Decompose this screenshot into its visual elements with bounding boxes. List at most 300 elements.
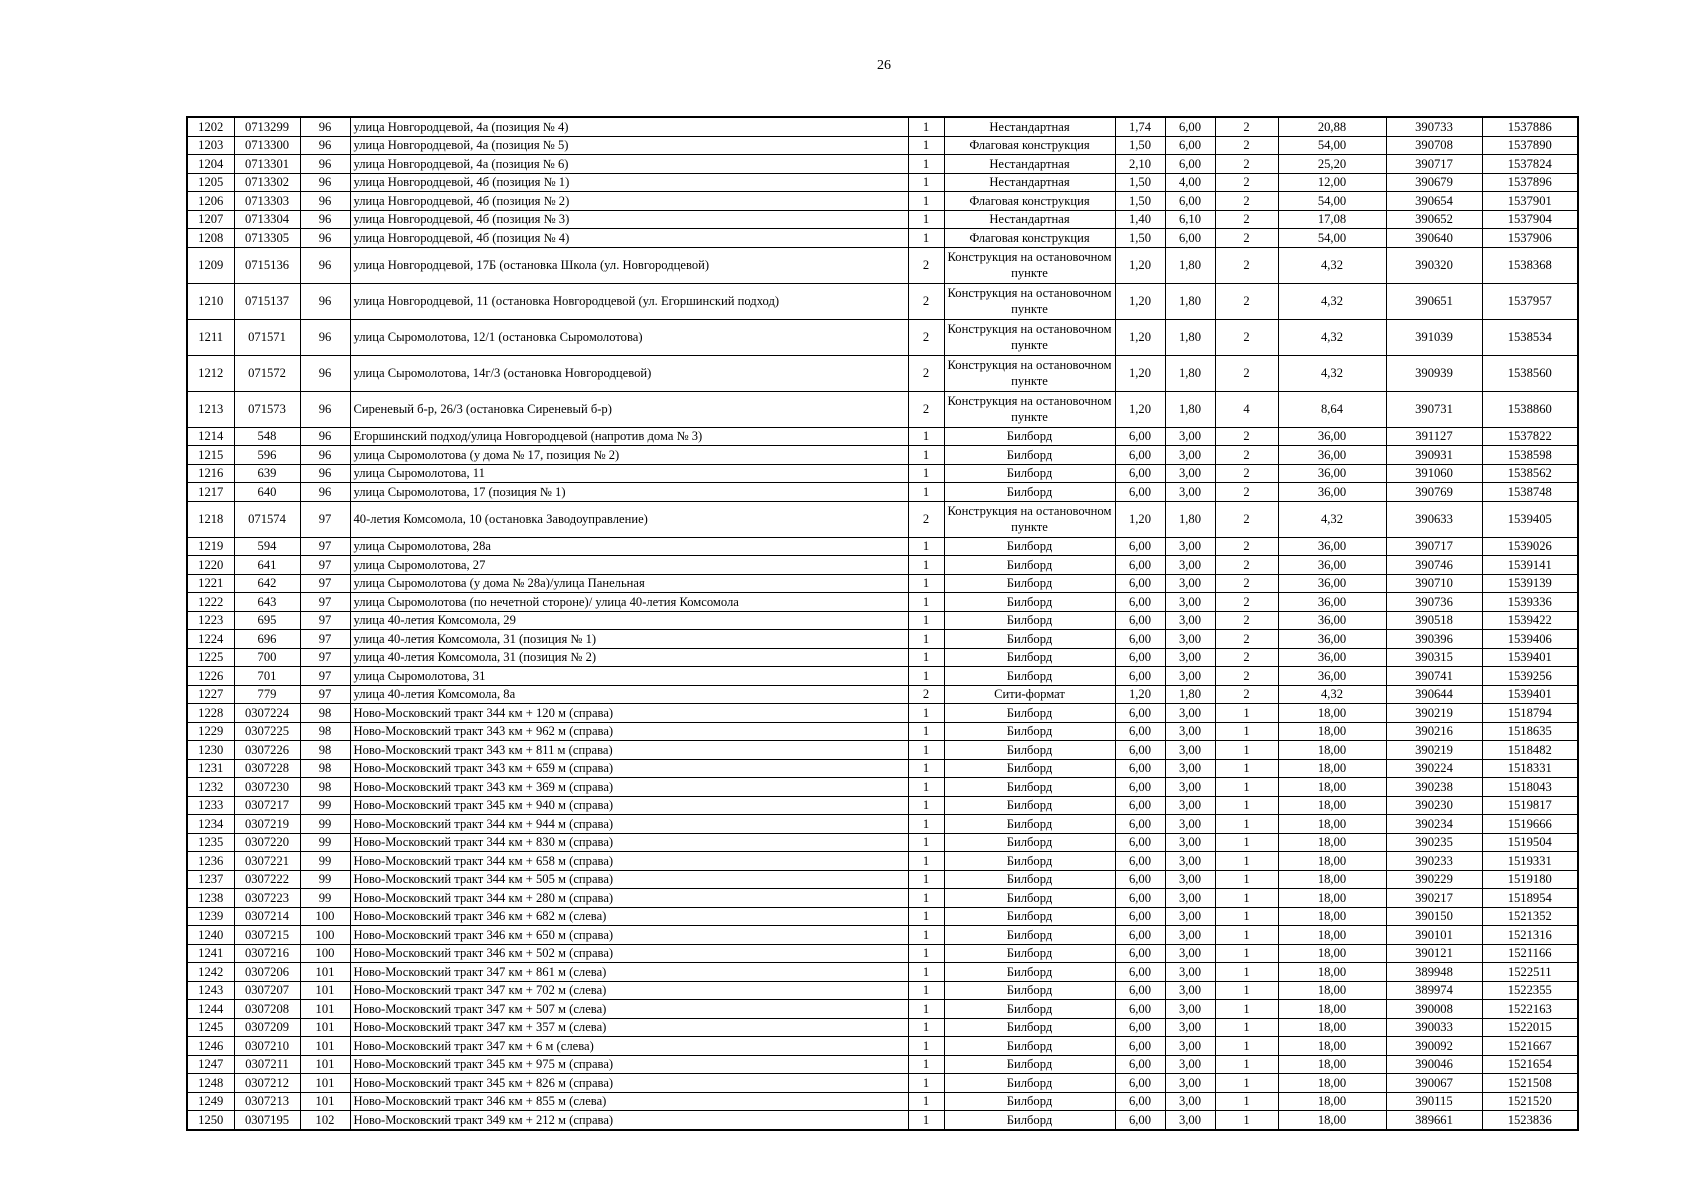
cell-construction-type: Конструкция на остановочном пункте [944,319,1115,355]
cell-object-code: 0307225 [234,722,300,741]
cell-area: 18,00 [1278,759,1386,778]
table-row [187,537,1578,556]
cell-construction-type: Билборд [944,833,1115,852]
cell-coordinate-y: 1521316 [1482,926,1578,945]
cell-width: 6,00 [1115,963,1165,982]
cell-zone-number: 96 [300,427,350,446]
cell-height: 1,80 [1165,247,1215,283]
cell-height: 6,00 [1165,117,1215,136]
cell-object-code: 594 [234,537,300,556]
cell-height: 1,80 [1165,319,1215,355]
cell-width: 6,00 [1115,981,1165,1000]
cell-width: 6,00 [1115,852,1165,871]
cell-object-code: 0713300 [234,136,300,155]
cell-row-number: 1206 [187,192,234,211]
cell-area: 36,00 [1278,427,1386,446]
cell-zone-number: 97 [300,593,350,612]
table-row [187,630,1578,649]
cell-address: Егоршинский подход/улица Новгородцевой (напротив дома № 3) [350,427,908,446]
cell-address: Ново-Московский тракт 344 км + 658 м (справа) [350,852,908,871]
cell-width: 1,20 [1115,283,1165,319]
cell-address: 40-летия Комсомола, 10 (остановка Заводоуправление) [350,501,908,537]
cell-area: 36,00 [1278,464,1386,483]
cell-construction-type: Билборд [944,1000,1115,1019]
cell-construction-type: Билборд [944,759,1115,778]
cell-zone-number: 101 [300,1074,350,1093]
cell-height: 3,00 [1165,574,1215,593]
cell-construction-type: Билборд [944,852,1115,871]
cell-coordinate-x: 390067 [1386,1074,1482,1093]
registry-table [186,116,1579,1131]
table-row [187,427,1578,446]
cell-construction-type: Билборд [944,926,1115,945]
cell-area: 36,00 [1278,446,1386,465]
cell-zone-number: 96 [300,173,350,192]
cell-sides-count: 2 [1215,593,1278,612]
cell-height: 3,00 [1165,1037,1215,1056]
cell-area: 18,00 [1278,870,1386,889]
cell-height: 3,00 [1165,537,1215,556]
cell-construction-type: Нестандартная [944,155,1115,174]
cell-zone-number: 98 [300,704,350,723]
cell-width: 1,74 [1115,117,1165,136]
cell-object-code: 0715136 [234,247,300,283]
cell-sides-count: 2 [1215,283,1278,319]
table-row [187,1092,1578,1111]
cell-object-code: 701 [234,667,300,686]
cell-object-code: 695 [234,611,300,630]
table-row [187,741,1578,760]
cell-area: 18,00 [1278,1111,1386,1130]
table-row [187,210,1578,229]
table-row [187,722,1578,741]
cell-coordinate-y: 1539405 [1482,501,1578,537]
table-row [187,1037,1578,1056]
cell-address: улица Сыромолотова, 31 [350,667,908,686]
cell-sides-type: 1 [908,648,944,667]
cell-coordinate-y: 1521352 [1482,907,1578,926]
cell-width: 1,50 [1115,229,1165,248]
cell-address: Ново-Московский тракт 346 км + 502 м (справа) [350,944,908,963]
cell-object-code: 642 [234,574,300,593]
cell-sides-count: 2 [1215,319,1278,355]
cell-object-code: 0307230 [234,778,300,797]
cell-object-code: 0307206 [234,963,300,982]
cell-zone-number: 97 [300,501,350,537]
cell-zone-number: 101 [300,1037,350,1056]
cell-construction-type: Нестандартная [944,173,1115,192]
cell-construction-type: Билборд [944,981,1115,1000]
cell-coordinate-x: 390320 [1386,247,1482,283]
cell-height: 3,00 [1165,926,1215,945]
cell-row-number: 1215 [187,446,234,465]
table-row [187,963,1578,982]
cell-height: 3,00 [1165,907,1215,926]
cell-sides-type: 1 [908,926,944,945]
cell-object-code: 779 [234,685,300,704]
cell-construction-type: Билборд [944,1111,1115,1130]
table-row [187,1018,1578,1037]
cell-height: 3,00 [1165,611,1215,630]
table-row [187,1000,1578,1019]
cell-object-code: 0307223 [234,889,300,908]
cell-address: улица Сыромолотова, 14г/3 (остановка Новгородцевой) [350,355,908,391]
cell-row-number: 1249 [187,1092,234,1111]
cell-address: улица Новгородцевой, 4б (позиция № 4) [350,229,908,248]
table-row [187,229,1578,248]
cell-object-code: 0307219 [234,815,300,834]
cell-construction-type: Билборд [944,483,1115,502]
cell-construction-type: Билборд [944,611,1115,630]
cell-object-code: 071571 [234,319,300,355]
cell-sides-type: 1 [908,981,944,1000]
cell-address: Ново-Московский тракт 347 км + 6 м (слева) [350,1037,908,1056]
cell-height: 3,00 [1165,796,1215,815]
table-row [187,833,1578,852]
cell-zone-number: 96 [300,464,350,483]
cell-area: 36,00 [1278,483,1386,502]
cell-coordinate-y: 1538368 [1482,247,1578,283]
cell-sides-type: 1 [908,1018,944,1037]
cell-sides-type: 1 [908,192,944,211]
table-row [187,283,1578,319]
cell-sides-count: 4 [1215,391,1278,427]
cell-width: 1,20 [1115,319,1165,355]
cell-coordinate-x: 390238 [1386,778,1482,797]
cell-coordinate-x: 390046 [1386,1055,1482,1074]
cell-address: Ново-Московский тракт 345 км + 940 м (справа) [350,796,908,815]
cell-row-number: 1240 [187,926,234,945]
cell-zone-number: 96 [300,483,350,502]
cell-sides-count: 2 [1215,537,1278,556]
cell-sides-type: 1 [908,1074,944,1093]
cell-object-code: 0713302 [234,173,300,192]
cell-row-number: 1219 [187,537,234,556]
cell-object-code: 0307210 [234,1037,300,1056]
cell-sides-count: 2 [1215,483,1278,502]
cell-sides-count: 2 [1215,446,1278,465]
cell-width: 6,00 [1115,1092,1165,1111]
cell-height: 3,00 [1165,446,1215,465]
cell-construction-type: Конструкция на остановочном пункте [944,283,1115,319]
cell-row-number: 1236 [187,852,234,871]
cell-address: улица Сыромолотова (у дома № 17, позиция № 2) [350,446,908,465]
cell-construction-type: Билборд [944,648,1115,667]
cell-row-number: 1229 [187,722,234,741]
cell-row-number: 1218 [187,501,234,537]
cell-height: 3,00 [1165,981,1215,1000]
table-row [187,319,1578,355]
cell-coordinate-y: 1519817 [1482,796,1578,815]
cell-area: 18,00 [1278,1000,1386,1019]
cell-coordinate-y: 1537904 [1482,210,1578,229]
cell-width: 1,20 [1115,501,1165,537]
cell-zone-number: 96 [300,355,350,391]
cell-object-code: 0307195 [234,1111,300,1130]
table-row [187,685,1578,704]
cell-sides-count: 1 [1215,870,1278,889]
cell-row-number: 1248 [187,1074,234,1093]
cell-coordinate-x: 390101 [1386,926,1482,945]
cell-coordinate-y: 1537901 [1482,192,1578,211]
cell-width: 6,00 [1115,741,1165,760]
cell-zone-number: 96 [300,210,350,229]
cell-coordinate-x: 391039 [1386,319,1482,355]
cell-zone-number: 99 [300,796,350,815]
cell-construction-type: Билборд [944,667,1115,686]
cell-area: 18,00 [1278,741,1386,760]
cell-width: 6,00 [1115,611,1165,630]
cell-coordinate-x: 390717 [1386,537,1482,556]
cell-coordinate-x: 390234 [1386,815,1482,834]
cell-sides-type: 1 [908,446,944,465]
cell-sides-type: 1 [908,833,944,852]
cell-object-code: 0307207 [234,981,300,1000]
table-row [187,815,1578,834]
cell-address: улица Сыромолотова (у дома № 28а)/улица Панельная [350,574,908,593]
cell-coordinate-x: 390115 [1386,1092,1482,1111]
cell-width: 6,00 [1115,833,1165,852]
cell-row-number: 1232 [187,778,234,797]
table-row [187,926,1578,945]
table-row [187,446,1578,465]
cell-address: улица Сыромолотова (по нечетной стороне)/ улица 40-летия Комсомола [350,593,908,612]
cell-coordinate-x: 390640 [1386,229,1482,248]
cell-height: 1,80 [1165,501,1215,537]
cell-construction-type: Билборд [944,944,1115,963]
cell-address: Ново-Московский тракт 343 км + 962 м (справа) [350,722,908,741]
cell-zone-number: 101 [300,963,350,982]
cell-zone-number: 98 [300,778,350,797]
cell-row-number: 1228 [187,704,234,723]
cell-height: 3,00 [1165,1074,1215,1093]
table-row [187,759,1578,778]
cell-row-number: 1231 [187,759,234,778]
cell-construction-type: Конструкция на остановочном пункте [944,247,1115,283]
cell-object-code: 0307226 [234,741,300,760]
cell-zone-number: 100 [300,944,350,963]
table-row [187,704,1578,723]
cell-address: улица Новгородцевой, 4б (позиция № 3) [350,210,908,229]
cell-address: улица Сыромолотова, 28а [350,537,908,556]
cell-coordinate-x: 390741 [1386,667,1482,686]
cell-width: 6,00 [1115,1018,1165,1037]
cell-area: 18,00 [1278,1092,1386,1111]
cell-height: 3,00 [1165,1055,1215,1074]
cell-construction-type: Билборд [944,778,1115,797]
cell-sides-type: 1 [908,483,944,502]
cell-sides-type: 1 [908,704,944,723]
cell-address: Ново-Московский тракт 349 км + 212 м (справа) [350,1111,908,1130]
cell-sides-count: 2 [1215,136,1278,155]
cell-zone-number: 97 [300,630,350,649]
cell-sides-type: 1 [908,1055,944,1074]
cell-coordinate-y: 1518794 [1482,704,1578,723]
cell-object-code: 548 [234,427,300,446]
cell-object-code: 596 [234,446,300,465]
cell-construction-type: Флаговая конструкция [944,136,1115,155]
cell-area: 36,00 [1278,667,1386,686]
cell-row-number: 1226 [187,667,234,686]
cell-object-code: 0307213 [234,1092,300,1111]
cell-object-code: 071572 [234,355,300,391]
cell-coordinate-y: 1538860 [1482,391,1578,427]
cell-zone-number: 96 [300,117,350,136]
cell-width: 6,00 [1115,483,1165,502]
cell-row-number: 1204 [187,155,234,174]
cell-sides-type: 1 [908,1111,944,1130]
cell-zone-number: 99 [300,870,350,889]
cell-width: 6,00 [1115,1000,1165,1019]
cell-coordinate-y: 1539026 [1482,537,1578,556]
cell-sides-count: 1 [1215,759,1278,778]
cell-coordinate-y: 1539139 [1482,574,1578,593]
cell-row-number: 1247 [187,1055,234,1074]
cell-height: 3,00 [1165,464,1215,483]
cell-row-number: 1246 [187,1037,234,1056]
cell-construction-type: Билборд [944,1074,1115,1093]
cell-row-number: 1202 [187,117,234,136]
cell-construction-type: Билборд [944,907,1115,926]
cell-object-code: 696 [234,630,300,649]
cell-address: улица Новгородцевой, 4б (позиция № 1) [350,173,908,192]
cell-zone-number: 97 [300,574,350,593]
cell-object-code: 0713301 [234,155,300,174]
cell-construction-type: Конструкция на остановочном пункте [944,391,1115,427]
cell-sides-count: 1 [1215,796,1278,815]
cell-sides-count: 1 [1215,778,1278,797]
cell-coordinate-x: 390518 [1386,611,1482,630]
cell-address: улица 40-летия Комсомола, 31 (позиция № 2) [350,648,908,667]
cell-area: 8,64 [1278,391,1386,427]
cell-height: 3,00 [1165,944,1215,963]
cell-construction-type: Билборд [944,1055,1115,1074]
cell-address: Ново-Московский тракт 345 км + 975 м (справа) [350,1055,908,1074]
table-row [187,648,1578,667]
cell-area: 54,00 [1278,136,1386,155]
table-row [187,796,1578,815]
cell-row-number: 1230 [187,741,234,760]
cell-height: 3,00 [1165,963,1215,982]
cell-sides-type: 1 [908,741,944,760]
cell-row-number: 1227 [187,685,234,704]
cell-area: 4,32 [1278,685,1386,704]
cell-row-number: 1225 [187,648,234,667]
cell-object-code: 0713303 [234,192,300,211]
cell-height: 3,00 [1165,759,1215,778]
cell-sides-type: 2 [908,247,944,283]
cell-width: 6,00 [1115,667,1165,686]
cell-sides-count: 2 [1215,556,1278,575]
cell-coordinate-y: 1518482 [1482,741,1578,760]
cell-sides-count: 1 [1215,852,1278,871]
cell-zone-number: 96 [300,136,350,155]
cell-area: 18,00 [1278,944,1386,963]
cell-height: 3,00 [1165,704,1215,723]
cell-zone-number: 97 [300,685,350,704]
cell-construction-type: Билборд [944,1037,1115,1056]
cell-area: 12,00 [1278,173,1386,192]
cell-coordinate-y: 1519504 [1482,833,1578,852]
cell-coordinate-x: 390235 [1386,833,1482,852]
cell-construction-type: Билборд [944,574,1115,593]
cell-zone-number: 101 [300,1055,350,1074]
table-row [187,464,1578,483]
cell-coordinate-y: 1537890 [1482,136,1578,155]
cell-construction-type: Билборд [944,593,1115,612]
cell-coordinate-x: 390746 [1386,556,1482,575]
cell-coordinate-y: 1521520 [1482,1092,1578,1111]
cell-coordinate-y: 1518043 [1482,778,1578,797]
cell-construction-type: Конструкция на остановочном пункте [944,501,1115,537]
cell-area: 18,00 [1278,1037,1386,1056]
cell-address: Ново-Московский тракт 343 км + 369 м (справа) [350,778,908,797]
cell-object-code: 0307220 [234,833,300,852]
cell-zone-number: 101 [300,981,350,1000]
cell-sides-count: 1 [1215,889,1278,908]
cell-address: улица Сыромолотова, 17 (позиция № 1) [350,483,908,502]
table-row [187,611,1578,630]
cell-sides-type: 1 [908,889,944,908]
cell-address: Ново-Московский тракт 347 км + 702 м (слева) [350,981,908,1000]
table-row [187,1111,1578,1130]
cell-area: 4,32 [1278,501,1386,537]
table-row [187,1074,1578,1093]
cell-row-number: 1223 [187,611,234,630]
table-row [187,192,1578,211]
cell-height: 3,00 [1165,815,1215,834]
cell-row-number: 1203 [187,136,234,155]
cell-width: 6,00 [1115,759,1165,778]
cell-object-code: 071574 [234,501,300,537]
table-row [187,355,1578,391]
cell-height: 3,00 [1165,427,1215,446]
cell-coordinate-x: 390633 [1386,501,1482,537]
cell-sides-type: 1 [908,574,944,593]
cell-address: улица 40-летия Комсомола, 29 [350,611,908,630]
cell-width: 6,00 [1115,796,1165,815]
cell-row-number: 1212 [187,355,234,391]
cell-coordinate-y: 1538534 [1482,319,1578,355]
cell-sides-type: 1 [908,815,944,834]
table-row [187,501,1578,537]
cell-area: 36,00 [1278,611,1386,630]
cell-zone-number: 98 [300,741,350,760]
cell-area: 18,00 [1278,1074,1386,1093]
cell-area: 18,00 [1278,796,1386,815]
cell-row-number: 1221 [187,574,234,593]
cell-zone-number: 96 [300,247,350,283]
cell-coordinate-y: 1522355 [1482,981,1578,1000]
cell-area: 4,32 [1278,355,1386,391]
cell-address: Ново-Московский тракт 346 км + 650 м (справа) [350,926,908,945]
cell-sides-type: 1 [908,944,944,963]
cell-zone-number: 97 [300,611,350,630]
cell-row-number: 1210 [187,283,234,319]
cell-sides-type: 1 [908,136,944,155]
cell-address: улица Новгородцевой, 11 (остановка Новгородцевой (ул. Егоршинский подход) [350,283,908,319]
cell-coordinate-y: 1537822 [1482,427,1578,446]
cell-sides-count: 1 [1215,1111,1278,1130]
cell-coordinate-y: 1539422 [1482,611,1578,630]
table-row [187,907,1578,926]
cell-construction-type: Билборд [944,870,1115,889]
cell-zone-number: 98 [300,722,350,741]
cell-construction-type: Конструкция на остановочном пункте [944,355,1115,391]
cell-object-code: 641 [234,556,300,575]
cell-coordinate-x: 390652 [1386,210,1482,229]
cell-area: 18,00 [1278,852,1386,871]
